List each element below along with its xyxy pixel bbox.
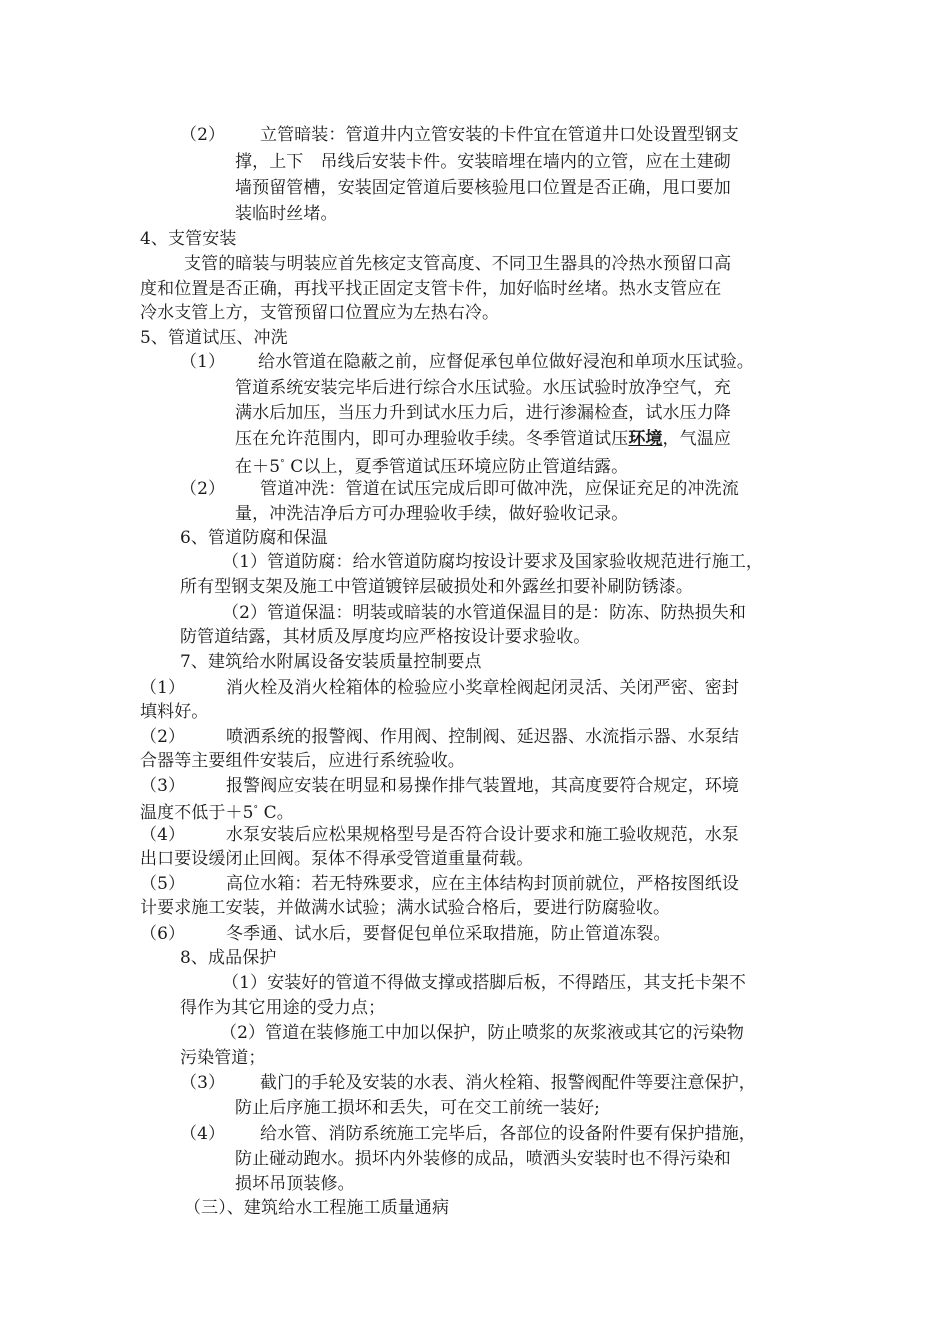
- section-heading-7: 7、建筑给水附属设备安装质量控制要点: [180, 652, 482, 672]
- flush-item: [180, 477, 739, 501]
- section-heading-5: 5、管道试压、冲洗: [140, 328, 288, 348]
- paragraph-line: （2）管道保温：明装或暗装的水管道保温目的是：防冻、防热损失和: [222, 603, 746, 623]
- paragraph-line: 计要求施工安装，并做满水试验；满水试验合格后，要进行防腐验收。: [140, 898, 671, 918]
- paragraph-line: 所有型钢支架及施工中管道镀锌层破损处和外露丝扣要补刷防锈漆。: [180, 577, 693, 597]
- item-label: （1）: [140, 678, 186, 698]
- paragraph-line: 立管暗装：管道井内立管安装的卡件宜在管道井口处设置型钢支: [260, 125, 739, 145]
- paragraph-line: 支管的暗装与明装应首先核定支管高度、不同卫生器具的冷热水预留口高: [184, 254, 732, 274]
- list-item: [140, 774, 739, 798]
- text-run: ，气温应: [662, 429, 731, 449]
- paragraph-line: 给水管、消防系统施工完毕后，各部位的设备附件要有保护措施，: [260, 1124, 756, 1144]
- paragraph-line: 冬季通、试水后，要督促包单位采取措施，防止管道冻裂。: [226, 924, 671, 944]
- paragraph-line: 给水管道在隐蔽之前，应督促承包单位做好浸泡和单项水压试验。: [258, 352, 754, 372]
- degree-symbol: °: [253, 805, 259, 815]
- paragraph-line: 污染管道；: [180, 1048, 266, 1068]
- list-item: [180, 1071, 756, 1095]
- paragraph-line: 水泵安装后应松果规格型号是否符合设计要求和施工验收规范，水泵: [226, 825, 739, 845]
- paragraph-line: 报警阀应安装在明显和易操作排气装置地，其高度要符合规定，环境: [226, 776, 739, 796]
- item-label: （5）: [140, 874, 186, 894]
- paragraph-line: 管道系统安装完毕后进行综合水压试验。水压试验时放净空气，充: [235, 378, 731, 398]
- item-label: （3）: [180, 1073, 226, 1093]
- item-label: （4）: [140, 825, 186, 845]
- paragraph-line: 高位水箱：若无特殊要求，应在主体结构封顶前就位，严格按图纸设: [226, 874, 739, 894]
- paragraph-line: [140, 798, 294, 822]
- item-label: （2）: [180, 479, 226, 499]
- paragraph-line: 损坏吊顶装修。: [235, 1174, 355, 1194]
- text-run: C以上，夏季管道试压环境应防止管道结露。: [284, 457, 629, 477]
- paragraph-line: 度和位置是否正确，再找平找正固定支管卡件，加好临时丝堵。热水支管应在: [140, 279, 722, 299]
- item-label: （6）: [140, 924, 186, 944]
- text-run: 在＋5: [235, 457, 281, 477]
- paragraph-line: 墙预留管槽，安装固定管道后要核验甩口位置是否正确，甩口要加: [235, 178, 731, 198]
- paragraph-line: 撑，上下 吊线后安装卡件。安装暗埋在墙内的立管，应在土建砌: [235, 152, 731, 172]
- list-item: [140, 872, 739, 896]
- paragraph-line: （1）管道防腐：给水管道防腐均按设计要求及国家验收规范进行施工，: [222, 552, 764, 572]
- underlined-term: 环境: [628, 429, 663, 449]
- paragraph-line: 防止碰动跑水。损坏内外装修的成品，喷洒头安装时也不得污染和: [235, 1149, 731, 1169]
- item-label: （4）: [180, 1124, 226, 1144]
- list-item: [180, 1122, 756, 1146]
- paragraph-line: （2）管道在装修施工中加以保护，防止喷浆的灰浆液或其它的污染物: [220, 1023, 744, 1043]
- list-item: [140, 823, 739, 847]
- section-heading-3: （三）、建筑给水工程施工质量通病: [184, 1198, 450, 1218]
- paragraph-line: 消火栓及消火栓箱体的检验应小奖章栓阀起闭灵活、关闭严密、密封: [226, 678, 739, 698]
- item-label: （1）: [180, 352, 226, 372]
- paragraph-line: 防止后序施工损坏和丢失，可在交工前统一装好;: [235, 1098, 600, 1118]
- paragraph-line: 截门的手轮及安装的水表、消火栓箱、报警阀配件等要注意保护，: [260, 1073, 756, 1093]
- paragraph-line: 防管道结露，其材质及厚度均应严格按设计要求验收。: [180, 627, 591, 647]
- section-heading-6: 6、管道防腐和保温: [180, 528, 328, 548]
- degree-symbol: °: [280, 459, 285, 469]
- paragraph-line: 装临时丝堵。: [235, 204, 338, 224]
- paragraph-line: 冷水支管上方，支管预留口位置应为左热右冷。: [140, 303, 500, 323]
- list-item: [140, 676, 739, 700]
- paragraph-line: 出口要设缓闭止回阀。泵体不得承受管道重量荷载。: [140, 849, 534, 869]
- riser-item: [180, 123, 739, 147]
- paragraph-line: [235, 427, 731, 451]
- paragraph-line: [235, 452, 628, 476]
- pressure-test-item: [180, 350, 754, 374]
- text-run: C。: [258, 803, 294, 823]
- text-run: 温度不低于＋5: [140, 803, 254, 823]
- paragraph-line: 填料好。: [140, 702, 209, 722]
- paragraph-line: （1）安装好的管道不得做支撑或搭脚后板，不得踏压，其支托卡架不: [222, 973, 746, 993]
- paragraph-line: 管道冲洗：管道在试压完成后即可做冲洗，应保证充足的冲洗流: [260, 479, 739, 499]
- list-item: [140, 725, 739, 749]
- paragraph-line: 量，冲洗洁净后方可办理验收手续，做好验收记录。: [235, 504, 629, 524]
- list-item: [140, 922, 671, 946]
- section-heading-4: 4、支管安装: [140, 229, 237, 249]
- paragraph-line: 满水后加压，当压力升到试水压力后，进行渗漏检查，试水压力降: [235, 403, 731, 423]
- paragraph-line: 喷洒系统的报警阀、作用阀、控制阀、延迟器、水流指示器、水泵结: [226, 727, 739, 747]
- item-label: （2）: [140, 727, 186, 747]
- item-label: （3）: [140, 776, 186, 796]
- section-heading-8: 8、成品保护: [180, 948, 277, 968]
- text-run: 压在允许范围内，即可办理验收手续。冬季管道试压: [235, 429, 629, 449]
- paragraph-line: 得作为其它用途的受力点；: [180, 998, 386, 1018]
- paragraph-line: 合器等主要组件安装后，应进行系统验收。: [140, 751, 465, 771]
- item-label: （2）: [180, 125, 226, 145]
